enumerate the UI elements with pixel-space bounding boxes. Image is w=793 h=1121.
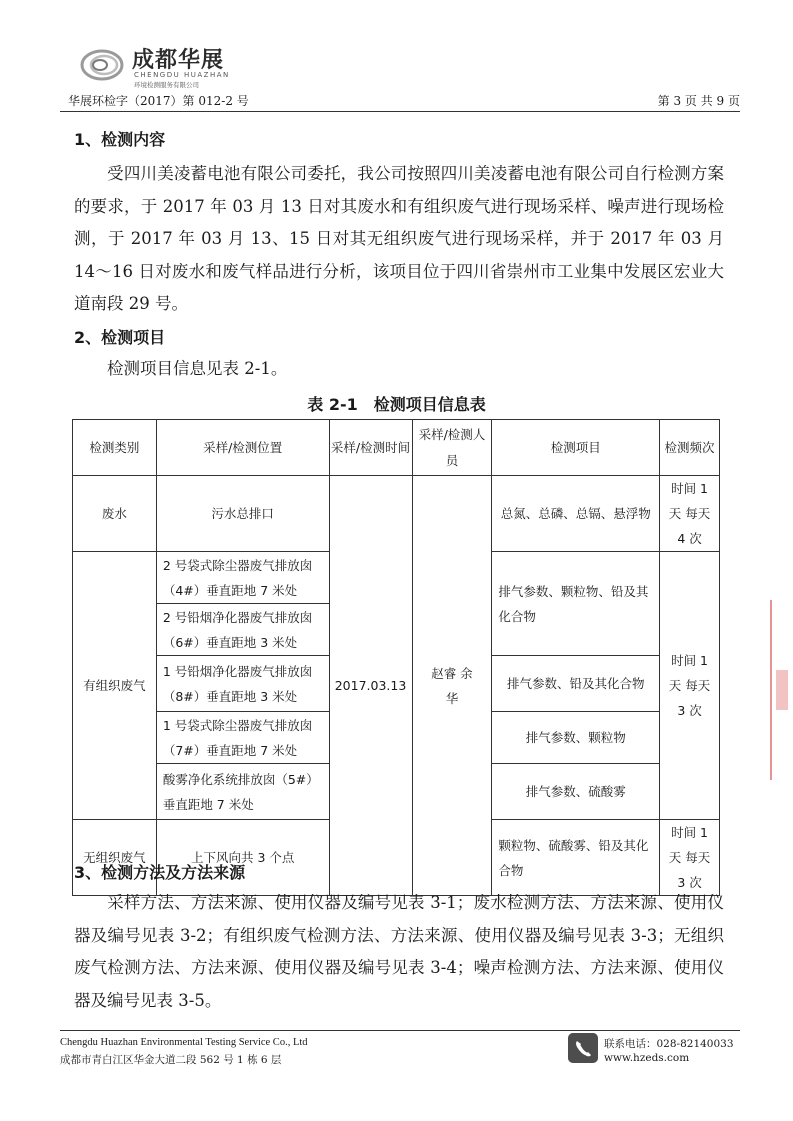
table-row	[73, 476, 720, 552]
header-time: 采样/检测时间	[329, 420, 412, 476]
organized-items-4: 排气参数、硫酸雾	[492, 764, 660, 820]
organized-location-3: 1 号铅烟净化器废气排放囱（8#）垂直距地 3 米处	[156, 656, 329, 712]
header-category: 检测类别	[73, 420, 157, 476]
section-2-title: 2、检测项目	[74, 328, 166, 347]
header-frequency: 检测频次	[660, 420, 720, 476]
header-divider	[60, 111, 740, 112]
detection-items-table	[72, 419, 720, 896]
organized-items-1: 排气参数、颗粒物、铅及其化合物	[492, 552, 660, 656]
footer-website[interactable]: www.hzeds.com	[604, 1052, 690, 1064]
seal-stamp-fragment	[770, 600, 793, 780]
section-3-body	[74, 887, 724, 1017]
unorganized-items: 颗粒物、硫酸雾、铅及其化合物	[492, 820, 660, 896]
sampling-time: 2017.03.13	[329, 476, 412, 896]
logo-title: 成都华展	[132, 48, 225, 73]
footer-address: 成都市青白江区华金大道二段 562 号 1 栋 6 层	[60, 1054, 282, 1066]
wastewater-items: 总氮、总磷、总镉、悬浮物	[492, 476, 660, 552]
sampling-person: 赵睿 余华	[412, 476, 492, 896]
section-2-text: 检测项目信息见表 2-1。	[107, 359, 288, 378]
organized-location-1: 2 号袋式除尘器废气排放囱（4#）垂直距地 7 米处	[156, 552, 329, 604]
header-person: 采样/检测人员	[412, 420, 492, 476]
wastewater-location: 污水总排口	[156, 476, 329, 552]
section-1-title: 1、检测内容	[74, 130, 166, 149]
table-caption: 表 2-1 检测项目信息表	[307, 395, 486, 414]
section-3-text: 采样方法、方法来源、使用仪器及编号见表 3-1；废水检测方法、方法来源、使用仪器及编号见表 3-2；有组织废气检测方法、方法来源、使用仪器及编号见表 3-3；无组织废气检测方法、方法来源、使用仪器及编号见表 3-4；噪声检测方法、方法来源、使用仪器及编号见表 3-5。	[74, 893, 724, 1010]
unorganized-category: 无组织废气	[73, 820, 157, 896]
wastewater-category: 废水	[73, 476, 157, 552]
phone-icon	[568, 1033, 598, 1063]
header-location: 采样/检测位置	[156, 420, 329, 476]
table-header-row	[73, 420, 720, 476]
header-items: 检测项目	[492, 420, 660, 476]
organized-items-3: 排气参数、颗粒物	[492, 712, 660, 764]
section-3-title: 3、检测方法及方法来源	[74, 863, 246, 882]
logo-english: CHENGDU HUAZHAN	[134, 71, 230, 79]
section-1-text: 受四川美凌蓄电池有限公司委托，我公司按照四川美凌蓄电池有限公司自行检测方案的要求，于 2017 年 03 月 13 日对其废水和有组织废气进行现场采样、噪声进行现场检测，于 2017 年 03 月 13、15 日对其无组织废气进行现场采样，并于 2017 年 03 月 14～16 日对废水和废气样品进行分析，该项目位于四川省崇州市工业集中发展区宏业大道南段 29 号。	[74, 164, 724, 313]
unorganized-frequency: 时间 1 天 每天 3 次	[660, 820, 720, 896]
logo-subtitle: 环境检测服务有限公司	[134, 81, 199, 89]
wastewater-frequency: 时间 1 天 每天 4 次	[660, 476, 720, 552]
company-logo-icon	[78, 43, 126, 87]
section-1-body	[74, 158, 724, 321]
organized-frequency: 时间 1 天 每天 3 次	[660, 552, 720, 820]
footer-phone: 联系电话：028-82140033	[604, 1038, 734, 1050]
footer-company: Chengdu Huazhan Environmental Testing Service Co., Ltd	[60, 1037, 308, 1048]
unorganized-location: 上下风向共 3 个点	[156, 820, 329, 896]
page-number: 第 3 页 共 9 页	[657, 94, 740, 108]
organized-items-2: 排气参数、铅及其化合物	[492, 656, 660, 712]
organized-category: 有组织废气	[73, 552, 157, 820]
organized-location-5: 酸雾净化系统排放囱（5#）垂直距地 7 米处	[156, 764, 329, 820]
organized-location-4: 1 号袋式除尘器废气排放囱（7#）垂直距地 7 米处	[156, 712, 329, 764]
footer-divider	[60, 1030, 740, 1031]
organized-location-2: 2 号铅烟净化器废气排放囱（6#）垂直距地 3 米处	[156, 604, 329, 656]
report-number: 华展环检字（2017）第 012-2 号	[68, 94, 249, 108]
page-header	[60, 35, 740, 115]
section-2-body	[74, 353, 724, 386]
